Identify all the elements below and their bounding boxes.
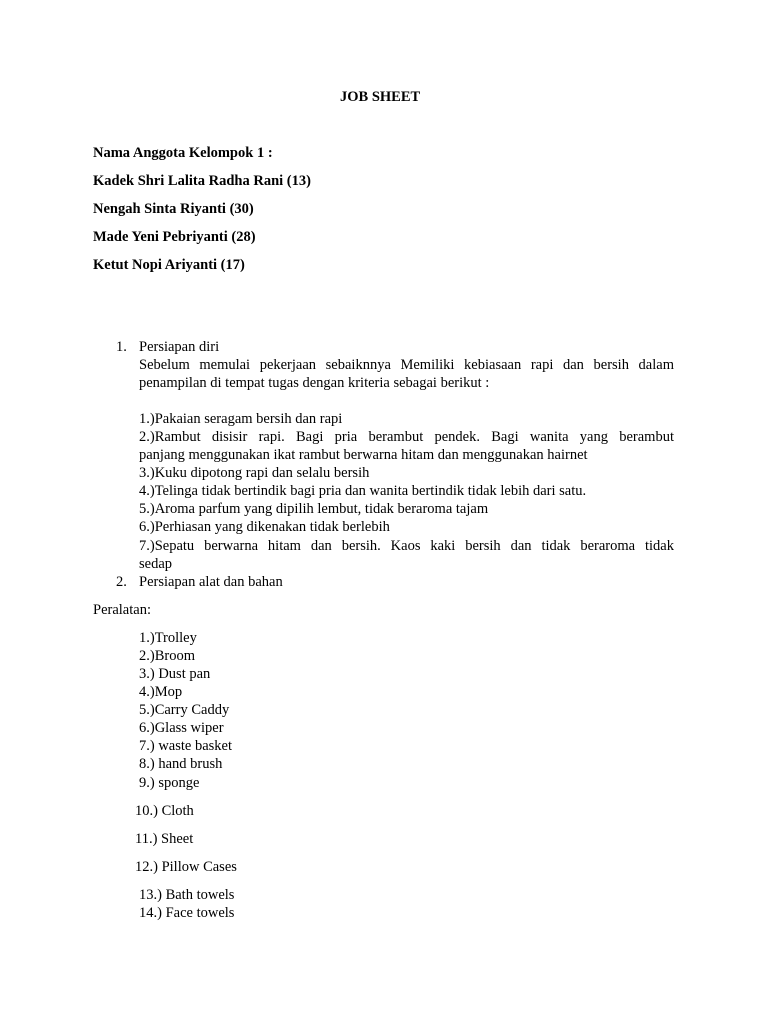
page-title: JOB SHEET: [340, 89, 421, 105]
equipment-item: 4.)Mop: [139, 684, 183, 700]
member-name: Ketut Nopi Ariyanti (17): [93, 257, 245, 273]
equipment-item: 10.) Cloth: [135, 803, 194, 819]
criteria-item: 7.)Sepatu berwarna hitam dan bersih. Kaos kaki bersih dan tidak beraroma tidak: [139, 538, 674, 554]
equipment-label: Peralatan:: [93, 602, 151, 618]
section1-intro-line: penampilan di tempat tugas dengan kriteria sebagai berikut :: [139, 375, 490, 391]
section1-heading: Persiapan diri: [139, 339, 220, 355]
equipment-item: 11.) Sheet: [135, 831, 194, 847]
equipment-item: 14.) Face towels: [139, 905, 235, 921]
criteria-item: 2.)Rambut disisir rapi. Bagi pria berambut pendek. Bagi wanita yang berambut: [139, 429, 674, 445]
criteria-item: 5.)Aroma parfum yang dipilih lembut, tidak beraroma tajam: [139, 501, 489, 517]
member-name: Made Yeni Pebriyanti (28): [93, 229, 256, 245]
members-heading: Nama Anggota Kelompok 1 :: [93, 145, 273, 161]
criteria-item-continuation: panjang menggunakan ikat rambut berwarna hitam dan menggunakan hairnet: [139, 447, 588, 463]
equipment-item: 12.) Pillow Cases: [135, 859, 237, 875]
criteria-item: 3.)Kuku dipotong rapi dan selalu bersih: [139, 465, 370, 481]
criteria-item: 1.)Pakaian seragam bersih dan rapi: [139, 411, 343, 427]
member-name: Nengah Sinta Riyanti (30): [93, 201, 254, 217]
criteria-item: 6.)Perhiasan yang dikenakan tidak berlebih: [139, 519, 390, 535]
member-name: Kadek Shri Lalita Radha Rani (13): [93, 173, 311, 189]
equipment-item: 1.)Trolley: [139, 630, 197, 646]
equipment-item: 7.) waste basket: [139, 738, 233, 754]
equipment-item: 6.)Glass wiper: [139, 720, 224, 736]
equipment-item: 2.)Broom: [139, 648, 195, 664]
criteria-item-continuation: sedap: [139, 556, 173, 572]
equipment-item: 13.) Bath towels: [139, 887, 235, 903]
section2-heading: Persiapan alat dan bahan: [139, 574, 283, 590]
section1-intro-line: Sebelum memulai pekerjaan sebaiknnya Memiliki kebiasaan rapi dan bersih dalam: [139, 357, 674, 373]
equipment-item: 5.)Carry Caddy: [139, 702, 230, 718]
section2-number: 2.: [116, 574, 127, 590]
section1-number: 1.: [116, 339, 127, 355]
criteria-item: 4.)Telinga tidak bertindik bagi pria dan wanita bertindik tidak lebih dari satu.: [139, 483, 587, 499]
equipment-item: 3.) Dust pan: [139, 666, 211, 682]
equipment-item: 9.) sponge: [139, 775, 200, 791]
equipment-item: 8.) hand brush: [139, 756, 223, 772]
